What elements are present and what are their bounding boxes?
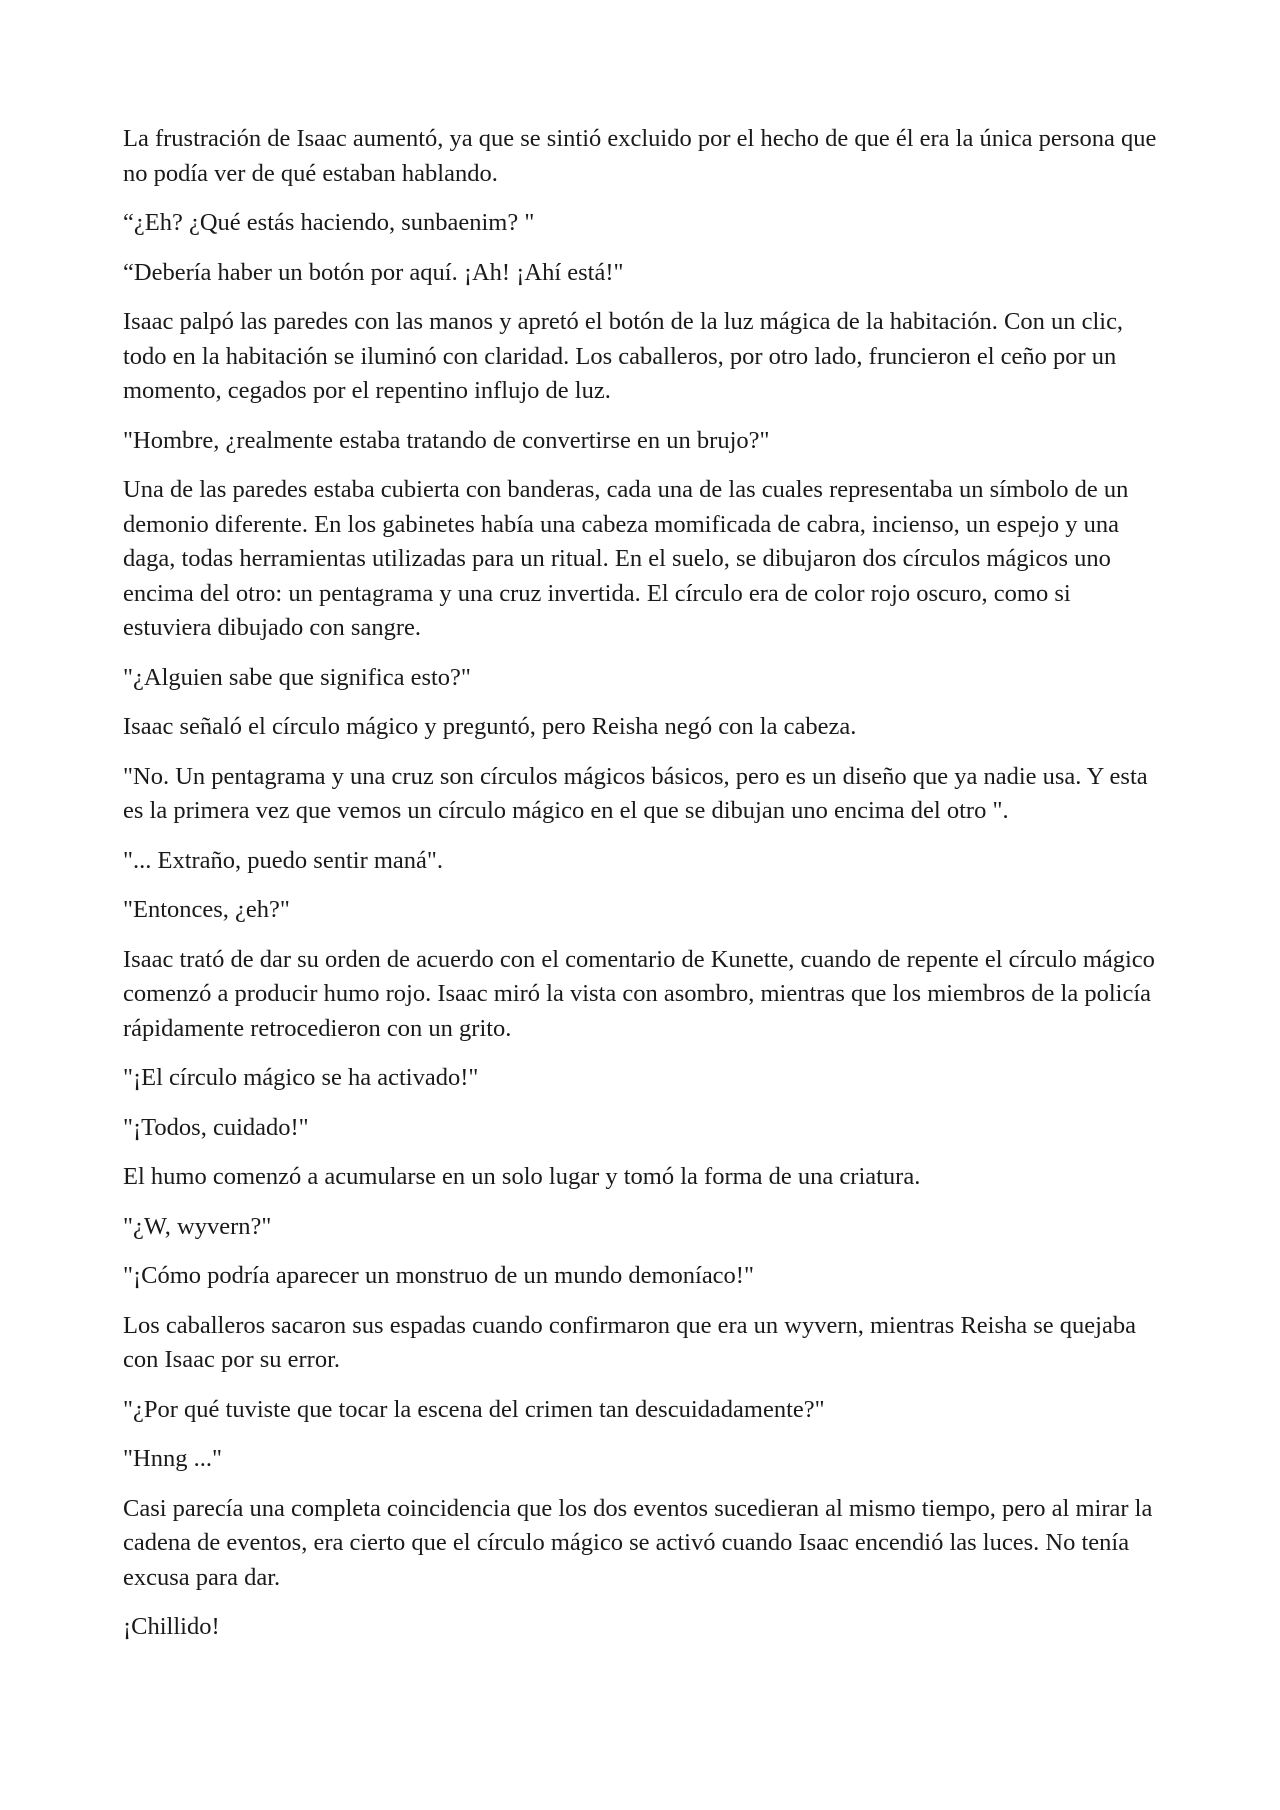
paragraph: “Debería haber un botón por aquí. ¡Ah! ¡Ahí está!" [123, 258, 624, 286]
paragraph: Isaac señaló el círculo mágico y preguntó, pero Reisha negó con la cabeza. [123, 713, 857, 740]
paragraph: "Hnng ..." [123, 1445, 222, 1472]
paragraph: Isaac trató de dar su orden de acuerdo con el comentario de Kunette, cuando de repente el círculo mágico comenzó a producir humo rojo. Isaac miró la vista con asombro, mientras que los miembros de la policía rápidamente retrocedieron con un grito. [123, 945, 1155, 1042]
paragraph: "¿Por qué tuviste que tocar la escena del crimen tan descuidadamente?" [123, 1395, 825, 1423]
paragraph: Casi parecía una completa coincidencia que los dos eventos sucedieran al mismo tiempo, pero al mirar la cadena de eventos, era cierto que el círculo mágico se activó cuando Isaac encendió las luces. No tenía excusa para dar. [123, 1494, 1153, 1591]
paragraph: "... Extraño, puedo sentir maná". [123, 846, 444, 874]
paragraph: "¡Todos, cuidado!" [123, 1113, 309, 1141]
paragraph: ¡Chillido! [123, 1613, 220, 1640]
paragraph: "No. Un pentagrama y una cruz son círculos mágicos básicos, pero es un diseño que ya nadie usa. Y esta es la primera vez que vemos un círculo mágico en el que se dibujan uno encima del otro ". [123, 762, 1148, 824]
paragraph: "¿W, wyvern?" [123, 1212, 272, 1240]
paragraph: Los caballeros sacaron sus espadas cuando confirmaron que era un wyvern, mientras Reisha se quejaba con Isaac por su error. [123, 1311, 1136, 1373]
paragraph: La frustración de Isaac aumentó, ya que se sintió excluido por el hecho de que él era la única persona que no podía ver de qué estaban hablando. [123, 125, 1157, 187]
paragraph: "¡El círculo mágico se ha activado!" [123, 1064, 479, 1091]
paragraph: "¡Cómo podría aparecer un monstruo de un mundo demoníaco!" [123, 1262, 754, 1289]
paragraph: "Hombre, ¿realmente estaba tratando de convertirse en un brujo?" [123, 426, 770, 454]
paragraph: “¿Eh? ¿Qué estás haciendo, sunbaenim? " [123, 209, 535, 236]
paragraph: "¿Alguien sabe que significa esto?" [123, 663, 471, 691]
paragraph: Una de las paredes estaba cubierta con banderas, cada una de las cuales representaba un símbolo de un demonio diferente. En los gabinetes había una cabeza momificada de cabra, incienso, un espejo y una daga, todas herramientas utilizadas para un ritual. En el suelo, se dibujaron dos círculos mágicos uno encima del otro: un pentagrama y una cruz invertida. El círculo era de color rojo oscuro, como si estuviera dibujado con sangre. [123, 476, 1129, 641]
paragraph: El humo comenzó a acumularse en un solo lugar y tomó la forma de una criatura. [123, 1163, 921, 1190]
paragraph: "Entonces, ¿eh?" [123, 896, 290, 923]
paragraph: Isaac palpó las paredes con las manos y apretó el botón de la luz mágica de la habitación. Con un clic, todo en la habitación se iluminó con claridad. Los caballeros, por otro lado, fruncieron el ceño por un momento, cegados por el repentino influjo de luz. [123, 308, 1124, 404]
